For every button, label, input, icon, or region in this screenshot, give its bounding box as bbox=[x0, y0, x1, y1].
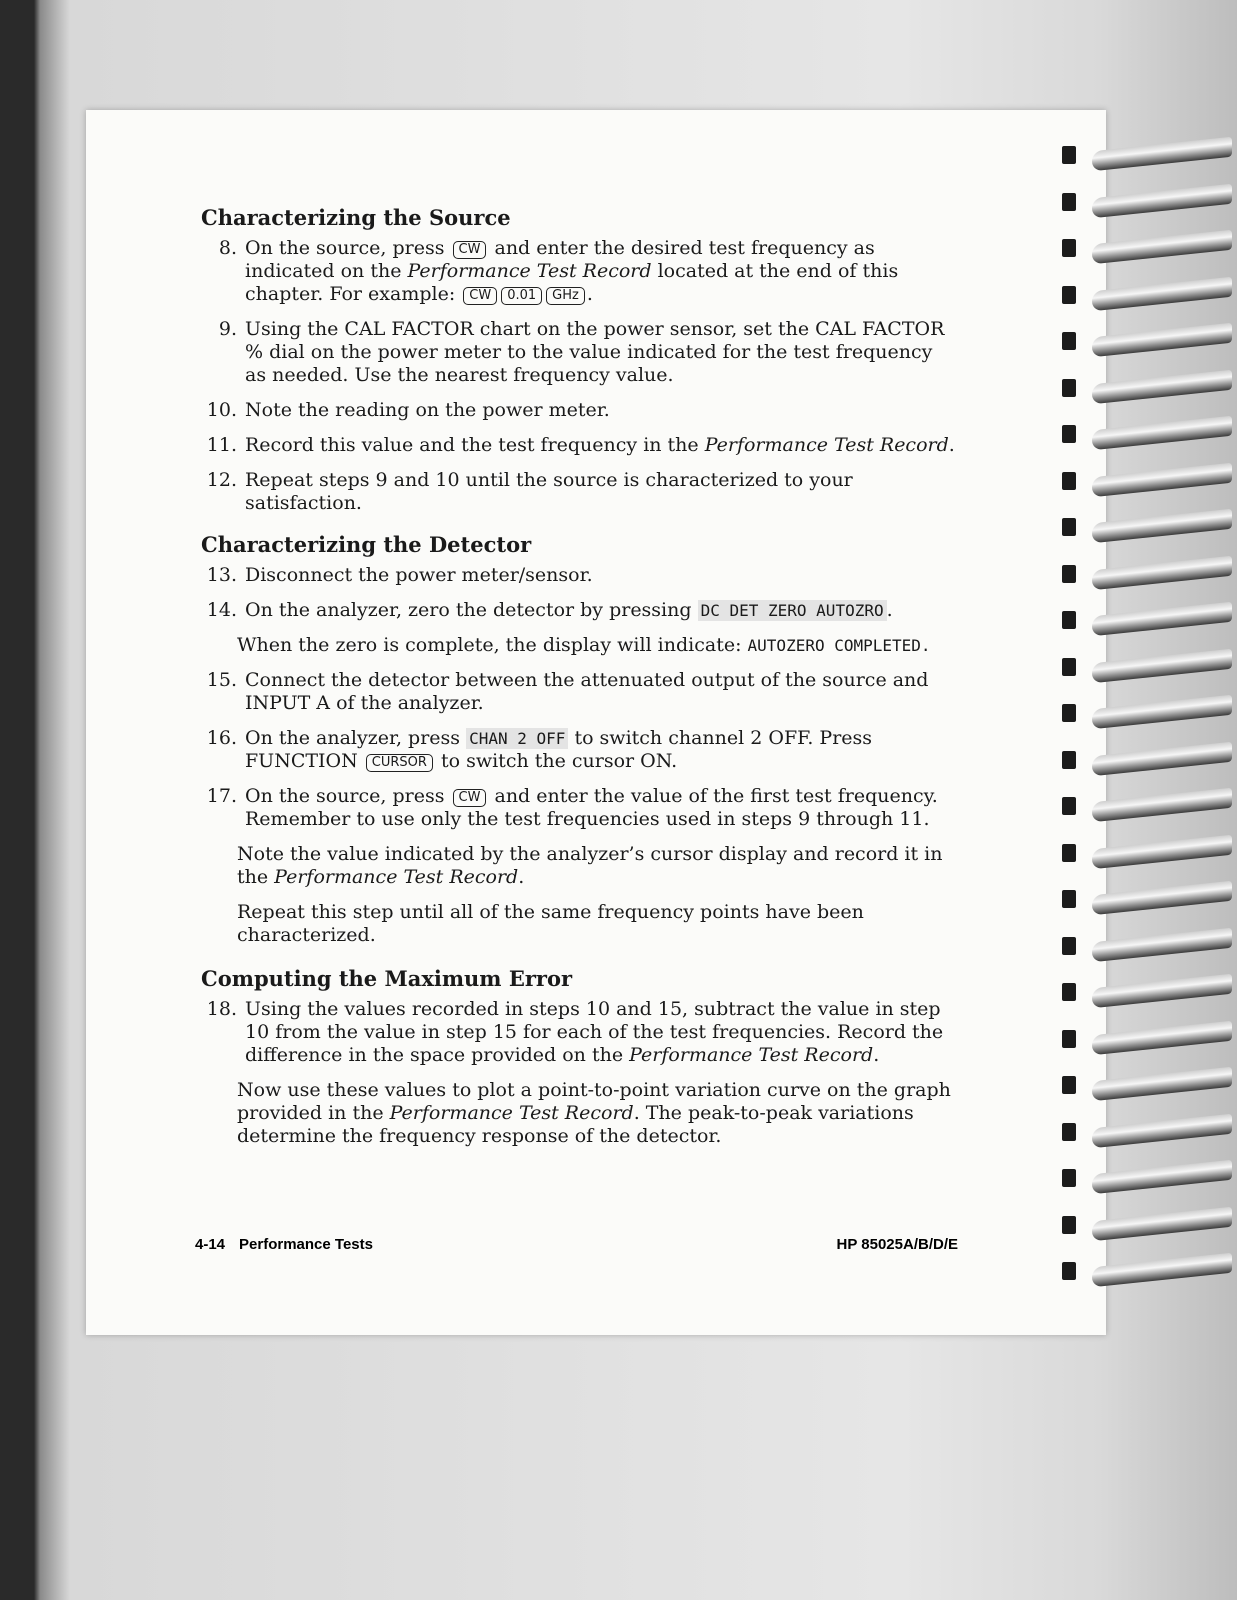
step-number: 17. bbox=[206, 785, 237, 807]
binding-wire bbox=[1092, 416, 1232, 451]
binding-hole bbox=[1062, 146, 1076, 164]
binding-hole bbox=[1062, 844, 1076, 862]
step-9 bbox=[195, 318, 955, 387]
step-text bbox=[245, 237, 955, 306]
step-number: 13. bbox=[206, 564, 237, 586]
binding-coil bbox=[1062, 373, 1232, 407]
step-17-note-2: Repeat this step until all of the same frequency points have been characterized. bbox=[237, 901, 864, 946]
binding-wire bbox=[1092, 1206, 1232, 1241]
page-footer bbox=[195, 1236, 958, 1253]
binding-coil bbox=[1062, 931, 1232, 965]
binding-wire bbox=[1092, 137, 1232, 172]
binding-hole bbox=[1062, 472, 1076, 490]
binding-hole bbox=[1062, 890, 1076, 908]
text-run: and enter the desired test frequency as indicated on the bbox=[245, 237, 875, 282]
binding-wire bbox=[1092, 183, 1232, 218]
binding-coil bbox=[1062, 466, 1232, 500]
step-number: 16. bbox=[206, 727, 237, 749]
performance-test-record-ref: Performance Test Record bbox=[629, 1044, 874, 1066]
binding-coil bbox=[1062, 1210, 1232, 1244]
binding-wire bbox=[1092, 788, 1232, 823]
binding-hole bbox=[1062, 1076, 1076, 1094]
step-17-note bbox=[237, 843, 955, 889]
binding-hole bbox=[1062, 286, 1076, 304]
text-run: . bbox=[948, 434, 955, 456]
section-heading-source: Characterizing the Source bbox=[201, 205, 511, 230]
binding-coil bbox=[1062, 1117, 1232, 1151]
ghz-key-icon: GHz bbox=[546, 287, 585, 305]
step-number: 8. bbox=[218, 237, 237, 259]
text-run: On the source, press bbox=[245, 785, 451, 807]
binding-wire bbox=[1092, 927, 1232, 962]
model-number: HP 85025A/B/D/E bbox=[836, 1236, 958, 1253]
binding-coil bbox=[1062, 605, 1232, 639]
binding-coil bbox=[1062, 140, 1232, 174]
binding-wire bbox=[1092, 1067, 1232, 1102]
step-text bbox=[245, 599, 955, 622]
text-run: When the zero is complete, the display will indicate: bbox=[237, 634, 748, 656]
step-text: Connect the detector between the attenuated output of the source and INPUT A of the analyzer. bbox=[245, 669, 929, 714]
binding-coil bbox=[1062, 977, 1232, 1011]
binding-hole bbox=[1062, 983, 1076, 1001]
binding-coil bbox=[1062, 1024, 1232, 1058]
binding-wire bbox=[1092, 695, 1232, 730]
step-text: Note the reading on the power meter. bbox=[245, 399, 610, 421]
binding-wire bbox=[1092, 602, 1232, 637]
text-run: On the source, press bbox=[245, 237, 451, 259]
binding-wire bbox=[1092, 323, 1232, 358]
binding-hole bbox=[1062, 658, 1076, 676]
text-run: . bbox=[586, 283, 593, 305]
binding-coil bbox=[1062, 233, 1232, 267]
binding-wire bbox=[1092, 974, 1232, 1009]
binding-coil bbox=[1062, 1070, 1232, 1104]
binding-coil bbox=[1062, 791, 1232, 825]
text-run: Record this value and the test frequency in the bbox=[245, 434, 705, 456]
step-11 bbox=[195, 434, 955, 457]
binding-coil bbox=[1062, 745, 1232, 779]
step-15 bbox=[195, 669, 955, 715]
binding-wire bbox=[1092, 462, 1232, 497]
step-14 bbox=[195, 599, 955, 622]
step-number: 14. bbox=[206, 599, 237, 621]
binding-coil bbox=[1062, 1163, 1232, 1197]
text-run: On the analyzer, zero the detector by pressing bbox=[245, 599, 698, 621]
step-text: Disconnect the power meter/sensor. bbox=[245, 564, 593, 586]
binding-hole bbox=[1062, 379, 1076, 397]
binding-wire bbox=[1092, 369, 1232, 404]
step-number: 18. bbox=[206, 998, 237, 1020]
binding-hole bbox=[1062, 565, 1076, 583]
cw-key-icon: CW bbox=[453, 241, 487, 259]
chapter-title: Performance Tests bbox=[239, 1236, 373, 1253]
binding-wire bbox=[1092, 741, 1232, 776]
text-run: Now use these values to plot a point-to-point variation curve on the graph provided in the bbox=[237, 1079, 951, 1124]
step-8 bbox=[195, 237, 955, 306]
text-run: Note the value indicated by the analyzer’s cursor display and record it in the bbox=[237, 843, 943, 888]
binding-hole bbox=[1062, 1262, 1076, 1280]
display-message: AUTOZERO COMPLETED. bbox=[747, 636, 931, 655]
step-16 bbox=[195, 727, 955, 773]
step-number: 12. bbox=[206, 469, 237, 491]
binding-coil bbox=[1062, 326, 1232, 360]
step-number: 9. bbox=[218, 318, 237, 340]
binding-wire bbox=[1092, 230, 1232, 265]
binding-wire bbox=[1092, 1020, 1232, 1055]
cw-key-icon: CW bbox=[453, 789, 487, 807]
step-10 bbox=[195, 399, 955, 422]
binding-hole bbox=[1062, 193, 1076, 211]
binding-hole bbox=[1062, 239, 1076, 257]
value-key-icon: 0.01 bbox=[501, 287, 542, 305]
binding-coil bbox=[1062, 652, 1232, 686]
step-12 bbox=[195, 469, 955, 515]
text-run: . bbox=[886, 599, 893, 621]
binding-wire bbox=[1092, 648, 1232, 683]
binding-coil bbox=[1062, 838, 1232, 872]
text-run: to switch the cursor ON. bbox=[434, 750, 678, 772]
footer-left bbox=[195, 1236, 387, 1253]
binding-hole bbox=[1062, 1216, 1076, 1234]
binding-wire bbox=[1092, 1113, 1232, 1148]
step-text bbox=[245, 785, 955, 831]
step-number: 10. bbox=[206, 399, 237, 421]
binding-hole bbox=[1062, 611, 1076, 629]
binding-hole bbox=[1062, 1169, 1076, 1187]
step-text bbox=[245, 434, 955, 457]
step-18-note bbox=[237, 1079, 955, 1148]
step-17 bbox=[195, 785, 955, 831]
cursor-key-icon: CURSOR bbox=[366, 754, 433, 772]
softkey-chan-2-off: CHAN 2 OFF bbox=[466, 728, 568, 749]
text-run: located at the end of this chapter. For example: bbox=[245, 260, 899, 305]
step-text bbox=[245, 998, 955, 1067]
softkey-dc-det-zero: DC DET ZERO AUTOZRO bbox=[698, 600, 887, 621]
step-13 bbox=[195, 564, 955, 587]
text-run: On the analyzer, press bbox=[245, 727, 467, 749]
step-number: 15. bbox=[206, 669, 237, 691]
binding-coil bbox=[1062, 884, 1232, 918]
binding-coil bbox=[1062, 1256, 1232, 1290]
page-number: 4-14 bbox=[195, 1236, 226, 1253]
section-heading-detector: Characterizing the Detector bbox=[201, 532, 532, 557]
performance-test-record-ref: Performance Test Record bbox=[704, 434, 949, 456]
binding-hole bbox=[1062, 425, 1076, 443]
binding-hole bbox=[1062, 332, 1076, 350]
binding-hole bbox=[1062, 704, 1076, 722]
text-run: . bbox=[873, 1044, 880, 1066]
spiral-binding bbox=[1062, 140, 1232, 1310]
text-run: Using the values recorded in steps 10 and 15, subtract the value in step 10 from the value in step 15 for each of the test frequencies. Record the difference in the space provided on the bbox=[245, 998, 944, 1066]
text-run: . bbox=[518, 866, 525, 888]
step-text bbox=[245, 727, 955, 773]
performance-test-record-ref: Performance Test Record bbox=[274, 866, 519, 888]
binding-hole bbox=[1062, 937, 1076, 955]
step-18 bbox=[195, 998, 955, 1067]
binding-wire bbox=[1092, 834, 1232, 869]
binding-coil bbox=[1062, 698, 1232, 732]
step-number: 11. bbox=[206, 434, 237, 456]
binding-wire bbox=[1092, 509, 1232, 544]
binding-wire bbox=[1092, 276, 1232, 311]
performance-test-record-ref: Performance Test Record bbox=[407, 260, 652, 282]
binding-wire bbox=[1092, 1160, 1232, 1195]
binding-wire bbox=[1092, 1253, 1232, 1288]
binding-wire bbox=[1092, 881, 1232, 916]
binding-hole bbox=[1062, 751, 1076, 769]
text-run: to switch channel 2 OFF. Press FUNCTION bbox=[245, 727, 873, 772]
binding-hole bbox=[1062, 1030, 1076, 1048]
step-text: Using the CAL FACTOR chart on the power sensor, set the CAL FACTOR % dial on the power meter to the value indicated for the test frequency as needed. Use the nearest frequency value. bbox=[245, 318, 945, 386]
text-run: and enter the value of the first test frequency. Remember to use only the test frequencies used in steps 9 through 11. bbox=[245, 785, 938, 830]
binding-wire bbox=[1092, 555, 1232, 590]
binding-coil bbox=[1062, 419, 1232, 453]
binding-coil bbox=[1062, 512, 1232, 546]
binding-coil bbox=[1062, 280, 1232, 314]
binding-hole bbox=[1062, 1123, 1076, 1141]
performance-test-record-ref: Performance Test Record bbox=[389, 1102, 634, 1124]
binding-hole bbox=[1062, 518, 1076, 536]
step-text: Repeat steps 9 and 10 until the source is characterized to your satisfaction. bbox=[245, 469, 853, 514]
binding-hole bbox=[1062, 797, 1076, 815]
cw-key-icon: CW bbox=[463, 287, 497, 305]
step-14-note bbox=[237, 634, 955, 657]
binding-coil bbox=[1062, 559, 1232, 593]
section-heading-max-error: Computing the Maximum Error bbox=[201, 966, 573, 991]
text-run: . The peak-to-peak variations determine the frequency response of the detector. bbox=[237, 1102, 914, 1147]
page-content bbox=[195, 206, 955, 1160]
binding-coil bbox=[1062, 187, 1232, 221]
